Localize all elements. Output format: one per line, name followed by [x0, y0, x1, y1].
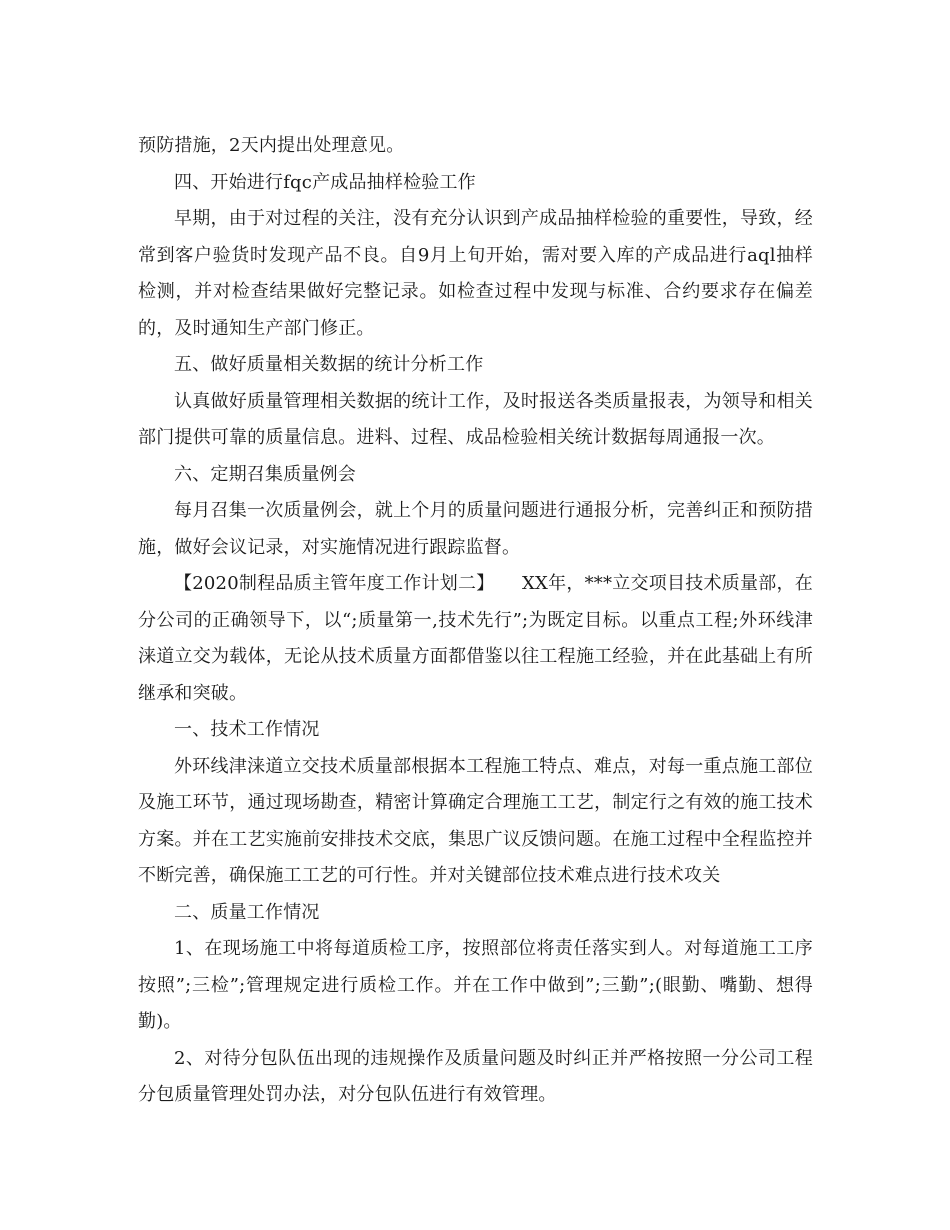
paragraph: 认真做好质量管理相关数据的统计工作，及时报送各类质量报表，为领导和相关部门提供可靠的质量信息。进料、过程、成品检验相关统计数据每周通报一次。: [138, 390, 813, 448]
section-heading: 五、做好质量相关数据的统计分析工作: [174, 354, 484, 375]
paragraph: 2、对待分包队伍出现的违规操作及质量问题及时纠正并严格按照一分公司工程分包质量管理处罚办法，对分包队伍进行有效管理。: [138, 1047, 813, 1105]
section-heading: 二、质量工作情况: [174, 901, 320, 923]
section-heading: 四、开始进行fqc产成品抽样检验工作: [174, 171, 476, 193]
paragraph: 1、在现场施工中将每道质检工序，按照部位将责任落实到人。对每道施工工序按照”;三检”;管理规定进行质检工作。并在工作中做到”;三勤”;(眼勤、嘴勤、想得勤)。: [138, 938, 813, 1032]
paragraph: 【2020制程品质主管年度工作计划二】 XX年，***立交项目技术质量部，在分公司的正确领导下，以“;质量第一,技术先行”;为既定目标。以重点工程;外环线津涞道立交为载体，无论从技术质量方面都借鉴以往工程施工经验，并在此基础上有所继承和突破。: [138, 573, 813, 704]
paragraph: 早期，由于对过程的关注，没有充分认识到产成品抽样检验的重要性，导致，经常到客户验货时发现产品不良。自9月上旬开始，需对要入库的产成品进行aql抽样检测，并对检查结果做好完整记录。如检查过程中发现与标准、合约要求存在偏差的，及时通知生产部门修正。: [138, 208, 813, 339]
paragraph: 外环线津涞道立交技术质量部根据本工程施工特点、难点，对每一重点施工部位及施工环节，通过现场勘查，精密计算确定合理施工工艺，制定行之有效的施工技术方案。并在工艺实施前安排技术交底，集思广议反馈问题。在施工过程中全程监控并不断完善，确保施工工艺的可行性。并对关键部位技术难点进行技术攻关: [138, 755, 813, 886]
document-body: [138, 128, 813, 1114]
paragraph: 每月召集一次质量例会，就上个月的质量问题进行通报分析，完善纠正和预防措施，做好会议记录，对实施情况进行跟踪监督。: [138, 500, 813, 558]
section-heading: 六、定期召集质量例会: [174, 463, 356, 485]
section-heading: 一、技术工作情况: [174, 719, 320, 740]
paragraph: 预防措施，2天内提出处理意见。: [138, 135, 405, 156]
